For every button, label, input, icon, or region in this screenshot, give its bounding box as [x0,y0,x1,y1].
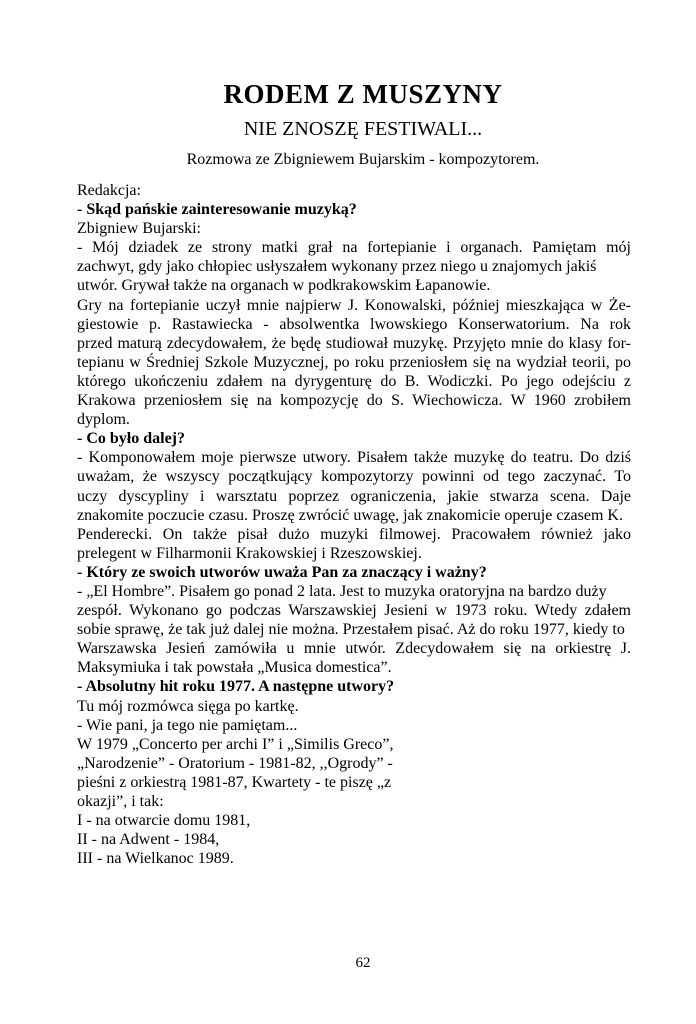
text-line: - „El Hombre”. Pisałem go ponad 2 lata. Jest to muzyka oratoryjna na bardzo duży [77,582,607,600]
text-line: przed maturą zdecydowałem, że będę studiował muzykę. Przyjęto mnie do klasy for- [77,334,631,352]
text-line: Zbigniew Bujarski: [77,220,201,238]
text-line: II - na Adwent - 1984, [77,831,220,849]
text-line: dyplom. [77,411,130,429]
text-line: Redakcja: [77,182,141,199]
text-line: tepianu w Średniej Szkole Muzycznej, po roku przeniosłem się na wydział teorii, po [77,353,631,371]
text-line: W 1979 „Concerto per archi I” i „Similis Greco”, [77,735,394,753]
text-line: znakomite poczucie czasu. Proszę zwrócić uwagę, jak znakomicie operuje czasem K. [77,506,623,524]
text-line: - Mój dziadek ze strony matki grał na fortepianie i organach. Pamiętam mój [77,239,631,257]
interview-question-line: - Skąd pańskie zainteresowanie muzyką? [77,201,357,219]
text-line: okazji”, i tak: [77,793,164,810]
text-line: Penderecki. On także pisał dużo muzyki filmowej. Pracowałem również jako [77,525,631,543]
text-line: Warszawska Jesień zamówiła u mnie utwór. Zdecydowałem się na orkiestrę J. [77,640,631,658]
text-line: zespół. Wykonano go podczas Warszawskiej Jesieni w 1973 roku. Wtedy zdałem [77,602,631,620]
article-subtitle: NIE ZNOSZĘ FESTIWALI... [243,118,483,140]
text-line: którego ukończeniu zdałem na dyrygenturę do B. Wodiczki. Po jego odejściu z [77,372,631,390]
text-line: Gry na fortepianie uczył mnie najpierw J. Konowalski, później mieszkająca w Że- [77,296,631,314]
text-line: „Narodzenie” - Oratorium - 1981-82, ,,Ogrody” - [77,754,393,772]
text-line: giestowie p. Rastawiecka - absolwentka lwowskiego Konserwatorium. Na rok [77,315,631,333]
article-intro: Rozmowa ze Zbigniewem Bujarskim - kompozytorem. [186,151,540,168]
text-line: uczy dyscypliny i warsztatu poprzez ograniczenia, jakie stwarza scena. Daje [77,487,631,505]
text-line: prelegent w Filharmonii Krakowskiej i Rzeszowskiej. [77,544,422,562]
text-line: utwór. Grywał także na organach w podkrakowskim Łapanowie. [77,277,491,295]
interview-question-line: - Absolutny hit roku 1977. A następne utwory? [77,678,395,696]
interview-question-line: - Co było dalej? [77,430,185,448]
text-line: Tu mój rozmówca sięga po kartkę. [77,697,299,715]
text-line: - Wie pani, ja tego nie pamiętam... [77,716,298,734]
page-number: 62 [355,955,371,971]
interview-body [77,181,631,868]
text-line: pieśni z orkiestrą 1981-87, Kwartety - te piszę „z [77,773,392,791]
text-line: uważam, że wszyscy początkujący kompozytorzy powinni od tego zaczynać. To [77,468,631,486]
text-line: - Komponowałem moje pierwsze utwory. Pisałem także muzykę do teatru. Do dziś [77,449,631,467]
text-line: I - na otwarcie domu 1981, [77,812,251,830]
text-line: zachwyt, gdy jako chłopiec usłyszałem wykonany przez niego u znajomych jakiś [77,258,597,276]
text-line: Maksymiuka i tak powstała „Musica domestica”. [77,659,392,677]
text-line: III - na Wielkanoc 1989. [77,850,234,868]
interview-question-line: - Który ze swoich utworów uważa Pan za znaczący i ważny? [77,563,487,581]
text-line: Krakowa przeniosłem się na kompozycję do S. Wiechowicza. W 1960 zrobiłem [77,392,631,410]
article-title: RODEM Z MUSZYNY [223,79,503,109]
text-line: sobie sprawę, że tak już dalej nie można. Przestałem pisać. Aż do roku 1977, kiedy to [77,621,625,639]
